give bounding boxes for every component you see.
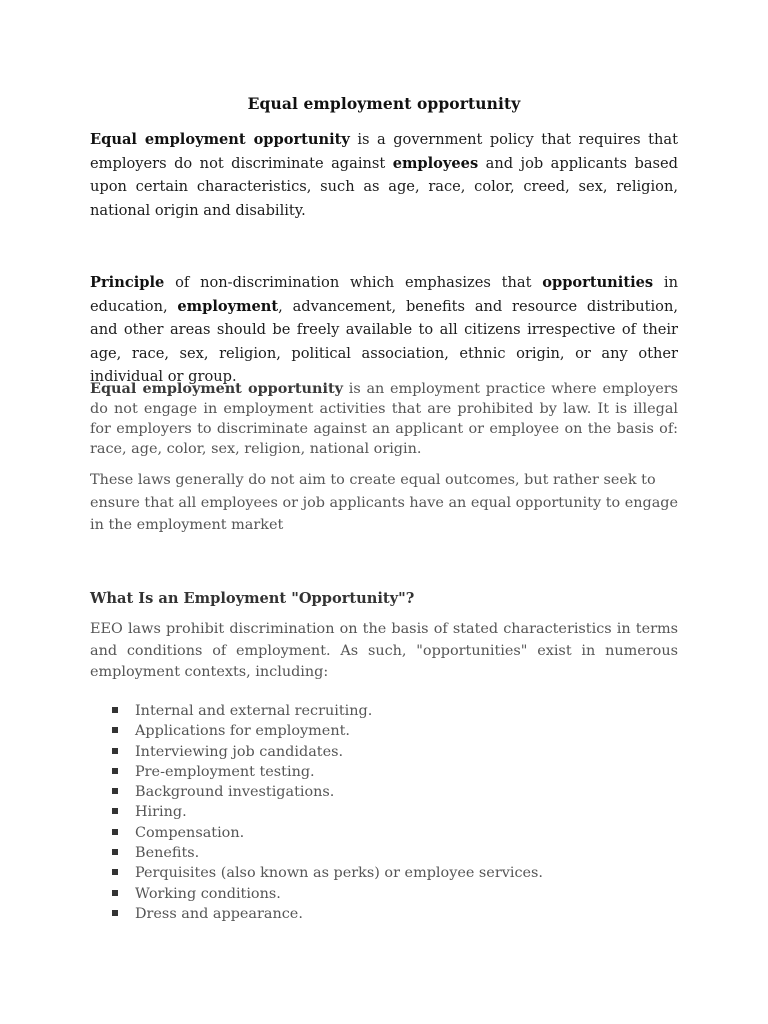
square-bullet-icon	[112, 768, 118, 774]
paragraph-text: , advancement, benefits and resource distribution, and other areas should be freely available to all citizens irrespective of their age, race, sex, religion, political association, ethnic origin, or any other individual or group.	[90, 297, 678, 385]
paragraph-practice	[90, 379, 678, 459]
square-bullet-icon	[112, 808, 118, 814]
paragraph-text: and job applicants based upon certain characteristics, such as age, race, color, creed, sex, religion, national origin and disability.	[90, 154, 678, 219]
square-bullet-icon	[112, 727, 118, 733]
list-item: Pre-employment testing.	[112, 762, 543, 782]
bold-term: employees	[392, 154, 479, 172]
paragraph-text: is a government policy that requires that employers do not discriminate against	[90, 131, 678, 172]
bold-term: employment	[177, 297, 279, 315]
list-item: Dress and appearance.	[112, 904, 543, 924]
square-bullet-icon	[112, 890, 118, 896]
square-bullet-icon	[112, 829, 118, 835]
document-title: Equal employment opportunity	[247, 94, 521, 113]
employment-contexts-list	[112, 701, 543, 924]
square-bullet-icon	[112, 849, 118, 855]
bold-term: opportunities	[542, 274, 654, 291]
square-bullet-icon	[112, 748, 118, 754]
paragraph-laws: These laws generally do not aim to create equal outcomes, but rather seek to ensure that all employees or job applicants have an equal opportunity to engage in the employment market	[90, 472, 679, 533]
list-item: Internal and external recruiting.	[112, 701, 543, 721]
bold-term: Principle	[90, 274, 165, 291]
bold-term: Equal employment opportunity	[90, 380, 343, 397]
square-bullet-icon	[112, 910, 118, 916]
list-item: Perquisites (also known as perks) or employee services.	[112, 863, 543, 883]
section-heading: What Is an Employment "Opportunity"?	[90, 590, 415, 607]
paragraph-text: is an employment practice where employers do not engage in employment activities that are prohibited by law. It is illegal for employers to discriminate against an applicant or employee on the basis of: race, age, color, sex, religion, national origin.	[90, 381, 678, 457]
square-bullet-icon	[112, 869, 118, 875]
paragraph-text: in education,	[90, 274, 678, 315]
list-item: Compensation.	[112, 823, 543, 843]
paragraph-definition	[90, 128, 678, 222]
list-item: Hiring.	[112, 802, 543, 822]
list-item: Interviewing job candidates.	[112, 742, 543, 762]
list-item: Background investigations.	[112, 782, 543, 802]
list-item: Applications for employment.	[112, 721, 543, 741]
list-item: Benefits.	[112, 843, 543, 863]
paragraph-principle	[90, 271, 678, 389]
paragraph-eeo-laws: EEO laws prohibit discrimination on the basis of stated characteristics in terms and conditions of employment. As such, "opportunities" exist in numerous employment contexts, including:	[90, 621, 678, 680]
square-bullet-icon	[112, 707, 118, 713]
bold-term: Equal employment opportunity	[90, 131, 350, 148]
paragraph-text: of non-discrimination which emphasizes that	[164, 274, 543, 291]
square-bullet-icon	[112, 788, 118, 794]
list-item: Working conditions.	[112, 884, 543, 904]
